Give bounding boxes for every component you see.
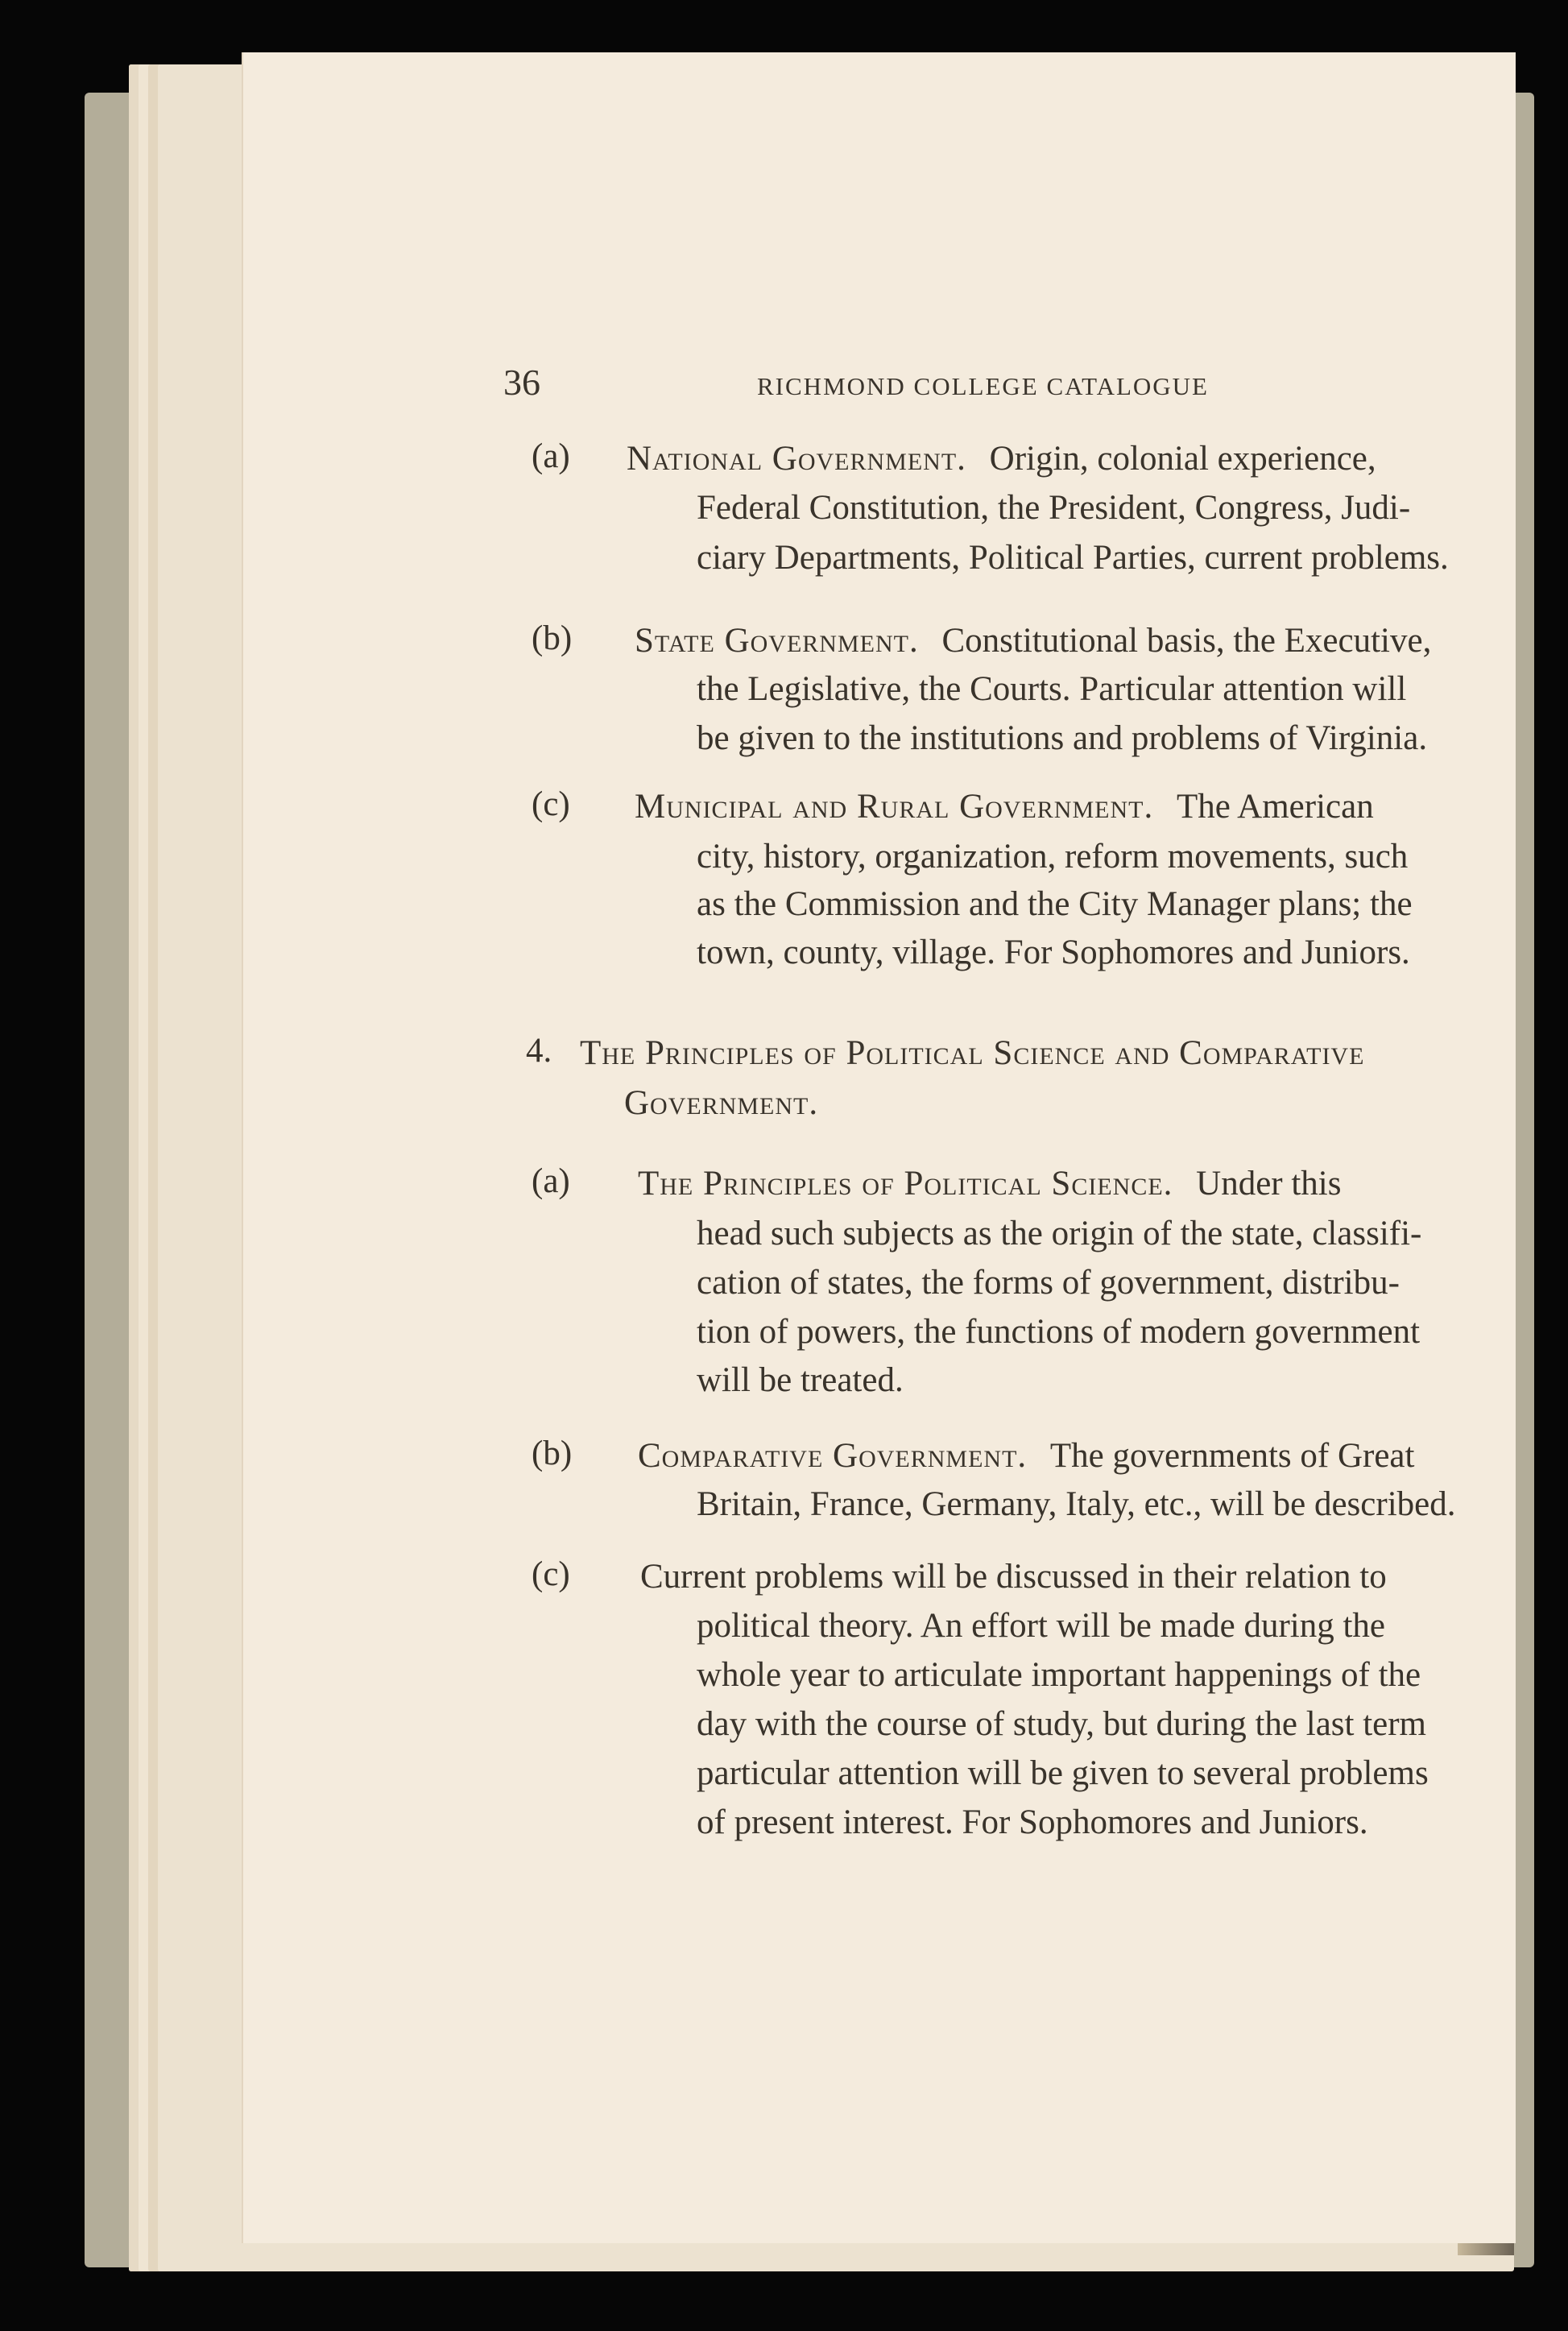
item-label: (b): [532, 1435, 573, 1472]
item-line: tion of powers, the functions of modern government: [697, 1313, 1421, 1351]
item-line: Federal Constitution, the President, Congress, Judi-: [697, 489, 1411, 527]
item-label: (c): [532, 785, 570, 823]
item-text: Under this: [1196, 1165, 1342, 1203]
item-label: (c): [532, 1555, 570, 1593]
item-line: will be treated.: [697, 1361, 904, 1399]
item-line: ciary Departments, Political Parties, current problems.: [697, 539, 1449, 577]
item-line: town, county, village. For Sophomores and Juniors.: [697, 934, 1410, 971]
item-first-line: [635, 617, 1431, 665]
item-line: whole year to articulate important happenings of the: [697, 1656, 1421, 1694]
item-label: (a): [532, 1162, 570, 1200]
item-line: Britain, France, Germany, Italy, etc., will be described.: [697, 1485, 1456, 1523]
item-line: be given to the institutions and problems of Virginia.: [697, 719, 1428, 757]
item-label: (b): [532, 619, 573, 657]
item-first-line: [638, 1432, 1414, 1480]
item-line: head such subjects as the origin of the state, classifi-: [697, 1215, 1422, 1252]
item-heading: The Principles of Political Science.: [638, 1165, 1173, 1203]
item-heading: Municipal and Rural Government.: [635, 788, 1154, 826]
section-title-continued: Government.: [624, 1084, 819, 1122]
item-text: Constitutional basis, the Executive,: [941, 622, 1432, 660]
item-line: political theory. An effort will be made during the: [697, 1607, 1386, 1645]
item-line: day with the course of study, but during the last term: [697, 1705, 1427, 1743]
page-header: [503, 361, 1248, 409]
item-line: as the Commission and the City Manager plans; the: [697, 885, 1413, 923]
section-title: The Principles of Political Science and Comparative: [580, 1034, 1365, 1072]
item-line: particular attention will be given to several problems: [697, 1754, 1429, 1792]
item-line: of present interest. For Sophomores and Juniors.: [697, 1803, 1368, 1841]
section-number: 4.: [526, 1032, 552, 1070]
item-label: (a): [532, 437, 570, 475]
item-heading: Comparative Government.: [638, 1437, 1028, 1475]
item-heading: State Government.: [635, 622, 919, 660]
item-first-line: [638, 1160, 1342, 1208]
page-number: 36: [503, 362, 540, 403]
item-line: city, history, organization, reform movements, such: [697, 838, 1409, 876]
item-text: The American: [1176, 788, 1374, 826]
item-first-line: Current problems will be discussed in their relation to: [640, 1558, 1387, 1596]
running-title: RICHMOND COLLEGE CATALOGUE: [757, 372, 1209, 400]
item-line: cation of states, the forms of government, distribu-: [697, 1264, 1400, 1302]
item-line: the Legislative, the Courts. Particular attention will: [697, 670, 1407, 708]
item-text: The governments of Great: [1049, 1437, 1415, 1475]
item-first-line: [627, 435, 1376, 483]
item-heading: National Government.: [627, 440, 966, 478]
item-first-line: [635, 783, 1374, 831]
item-text: Origin, colonial experience,: [989, 440, 1376, 478]
